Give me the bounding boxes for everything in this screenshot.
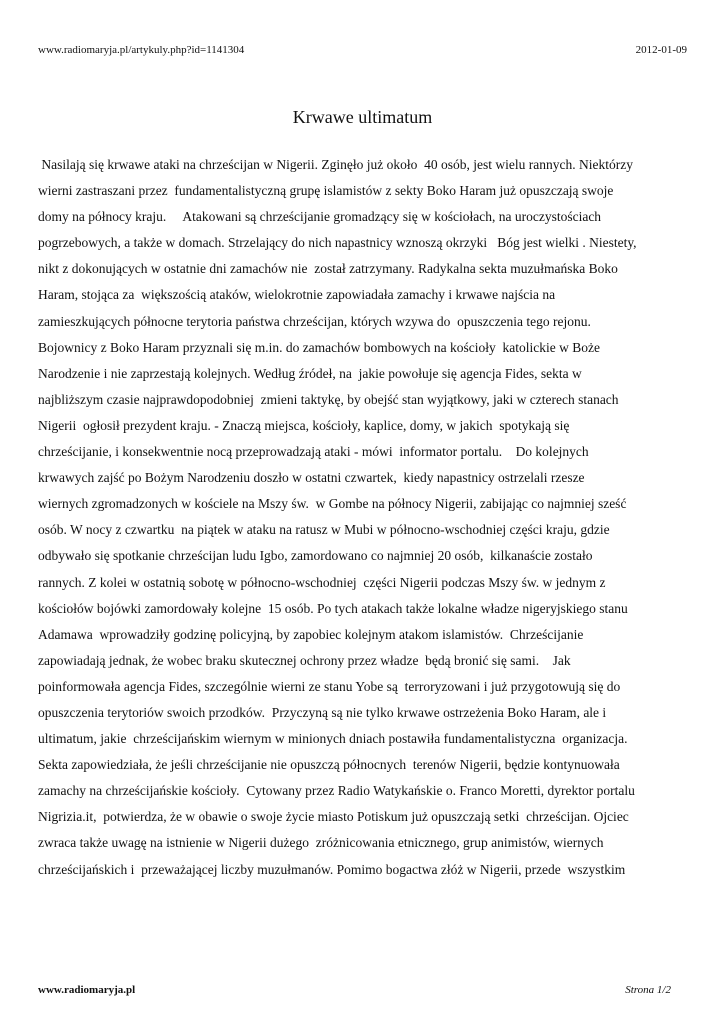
article-line: kościołów bojówki zamordowały kolejne 15 osób. Po tych atakach także lokalne władze nigeryjskiego stanu — [38, 600, 628, 616]
article-line: wiernych zgromadzonych w kościele na Mszy św. w Gombe na północy Nigerii, zabijając co najmniej sześć — [38, 496, 627, 512]
article-line: Nigrizia.it, potwierdza, że w obawie o swoje życie miasto Potiskum już opuszczają setki chrześcijan. Ojciec — [38, 809, 629, 825]
page-header — [38, 42, 687, 58]
article-line: poinformowała agencja Fides, szczególnie wierni ze stanu Yobe są terroryzowani i już przygotowują się do — [38, 678, 621, 694]
source-url: www.radiomaryja.pl/artykuly.php?id=1141304 — [38, 44, 245, 56]
article-line: Adamawa wprowadziły godzinę policyjną, by zapobiec kolejnym atakom islamistów. Chrześcijanie — [38, 626, 584, 642]
article-line: ultimatum, jakie chrześcijańskim wiernym w minionych dniach postawiła fundamentalistyczna organizacja. — [38, 731, 628, 747]
article-line: wierni zastraszani przez fundamentalistyczną grupę islamistów z sekty Boko Haram już opuszczają swoje — [38, 183, 614, 199]
article-line: Nasilają się krwawe ataki na chrześcijan w Nigerii. Zginęło już około 40 osób, jest wielu rannych. Niektórzy — [38, 157, 633, 172]
article-line: Nigerii ogłosił prezydent kraju. - Znaczą miejsca, kościoły, kaplice, domy, w jakich spotykają się — [38, 417, 570, 433]
article-line: Sekta zapowiedziała, że jeśli chrześcijanie nie opuszczą północnych terenów Nigerii, będzie kontynuowała — [38, 757, 620, 773]
article-line: odbywało się spotkanie chrześcijan ludu Igbo, zamordowano co najmniej 20 osób, kilkanaście zostało — [38, 548, 593, 564]
article-line: krwawych zajść po Bożym Narodzeniu doszło w ostatni czwartek, kiedy napastnicy ostrzelali rzesze — [38, 470, 585, 486]
article-line: rannych. Z kolei w ostatnią sobotę w północno-wschodniej części Nigerii podczas Mszy św. w jednym z — [38, 574, 606, 590]
article-line: Haram, stojąca za większością ataków, wielokrotnie zapowiadała zamachy i krwawe najścia na — [38, 287, 556, 303]
article-line: opuszczenia terytoriów swoich przodków. Przyczyną są nie tylko krwawe ostrzeżenia Boko Haram, ale i — [38, 704, 607, 720]
article-body — [38, 152, 687, 942]
article-line: zamieszkujących północne terytoria państwa chrześcijan, których wzywa do opuszczenia tego rejonu. — [38, 313, 591, 329]
article-line: chrześcijanie, i konsekwentnie nocą przeprowadzają ataki - mówi informator portalu. Do kolejnych — [38, 444, 589, 460]
article-line: zamachy na chrześcijańskie kościoły. Cytowany przez Radio Watykańskie o. Franco Moretti, dyrektor portalu — [38, 783, 635, 799]
article-line: osób. W nocy z czwartku na piątek w ataku na ratusz w Mubi w północno-wschodniej części kraju, gdzie — [38, 522, 610, 538]
article-line: zapowiadają jednak, że wobec braku skutecznej ochrony przez władze będą bronić się sami. Jak — [38, 652, 571, 668]
article-line: Bojownicy z Boko Haram przyznali się m.in. do zamachów bombowych na kościoły katolickie w Boże — [38, 339, 600, 355]
page-number: Strona 1/2 — [625, 984, 671, 996]
article-line: domy na północy kraju. Atakowani są chrześcijanie gromadzący się w kościołach, na uroczystościach — [38, 209, 602, 225]
article-line: nikt z dokonujących w ostatnie dni zamachów nie został zatrzymany. Radykalna sekta muzułmańska Boko — [38, 261, 618, 277]
print-date: 2012-01-09 — [635, 44, 687, 56]
article-line: najbliższym czasie najprawdopodobniej zmieni taktykę, by obejść stan wyjątkowy, jaki w czterech stanach — [38, 391, 619, 407]
article-line: Narodzenie i nie zaprzestają kolejnych. Według źródeł, na jakie powołuje się agencja Fides, sekta w — [38, 365, 582, 381]
article-line: zwraca także uwagę na istnienie w Nigerii dużego zróżnicowania etnicznego, grup animistów, wiernych — [38, 835, 604, 851]
article-line: chrześcijańskich i przeważającej liczby muzułmanów. Pomimo bogactwa złóż w Nigerii, przede wszystkim — [38, 861, 626, 877]
footer-site: www.radiomaryja.pl — [38, 984, 136, 996]
article-title: Krwawe ultimatum — [292, 107, 433, 127]
article-line: pogrzebowych, a także w domach. Strzelający do nich napastnicy wznoszą okrzyki Bóg jest wielki . Niestety, — [38, 235, 637, 251]
page-footer — [38, 982, 671, 998]
